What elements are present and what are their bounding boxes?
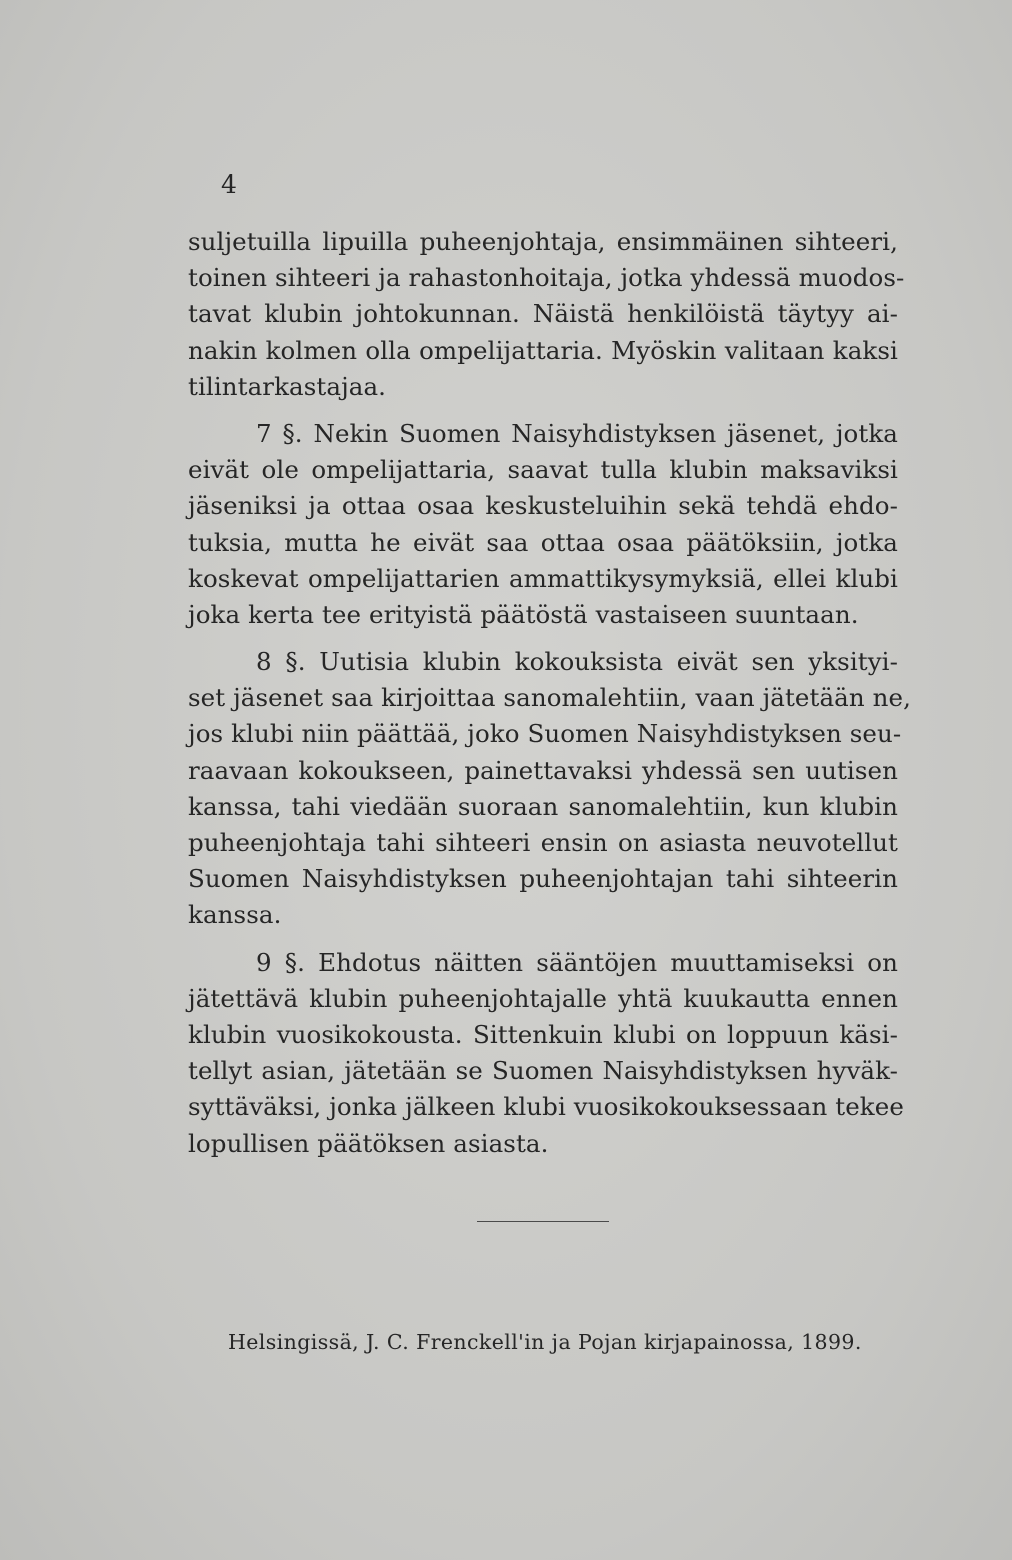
text-line: puheenjohtaja tahi sihteeri ensin on asiasta neuvotellut [188,828,898,857]
text-line: klubin vuosikokousta. Sittenkuin klubi on loppuun käsi- [188,1019,898,1049]
printer-imprint: Helsingissä, J. C. Frenckell'in ja Pojan kirjapainossa, 1899. [228,1330,862,1354]
text-line: nakin kolmen olla ompelijattaria. Myöskin valitaan kaksi [188,335,898,365]
text-line: suljetuilla lipuilla puheenjohtaja, ensimmäinen sihteeri, [188,227,898,256]
text-line: joka kerta tee erityistä päätöstä vastaiseen suuntaan. [188,599,859,629]
text-line: jätettävä klubin puheenjohtajalle yhtä kuukautta ennen [188,983,898,1013]
text-line: jos klubi niin päättää, joko Suomen Naisyhdistyksen seu- [188,719,902,749]
text-line: tilintarkastajaa. [188,371,387,401]
text-line: 8 §. Uutisia klubin kokouksista eivät sen yksityi- [256,647,898,677]
page-number: 4 [221,170,237,199]
text-line: set jäsenet saa kirjoittaa sanomalehtiin, vaan jätetään ne, [188,683,912,713]
section-divider [477,1221,609,1222]
text-line: toinen sihteeri ja rahastonhoitaja, jotka yhdessä muodos- [188,263,905,293]
text-line: koskevat ompelijattarien ammattikysymyksiä, ellei klubi [188,563,898,593]
text-line: tuksia, mutta he eivät saa ottaa osaa päätöksiin, jotka [188,527,898,557]
paragraph-section-9 [188,945,904,1162]
paragraph-section-7 [188,416,898,633]
text-line: Suomen Naisyhdistyksen puheenjohtajan tahi sihteerin [188,864,898,894]
text-line: lopullisen päätöksen asiasta. [188,1128,549,1158]
text-line: kanssa, tahi viedään suoraan sanomalehtiin, kun klubin [188,791,898,821]
text-line: eivät ole ompelijattaria, saavat tulla klubin maksaviksi [188,455,898,485]
paragraph-section-8 [188,644,912,934]
text-line: 7 §. Nekin Suomen Naisyhdistyksen jäsenet, jotka [256,418,898,448]
text-line: syttäväksi, jonka jälkeen klubi vuosikokouksessaan tekee [188,1092,904,1122]
text-line: jäseniksi ja ottaa osaa keskusteluihin sekä tehdä ehdo- [188,491,898,521]
text-line: raavaan kokoukseen, painettavaksi yhdessä sen uutisen [188,755,898,785]
body-text [188,224,912,1162]
text-line: tavat klubin johtokunnan. Näistä henkilöistä täytyy ai- [188,299,898,329]
text-line: kanssa. [188,900,282,930]
text-line: tellyt asian, jätetään se Suomen Naisyhdistyksen hyväk- [188,1056,898,1086]
paragraph-1 [188,224,905,405]
text-line: 9 §. Ehdotus näitten sääntöjen muuttamiseksi on [256,947,898,977]
